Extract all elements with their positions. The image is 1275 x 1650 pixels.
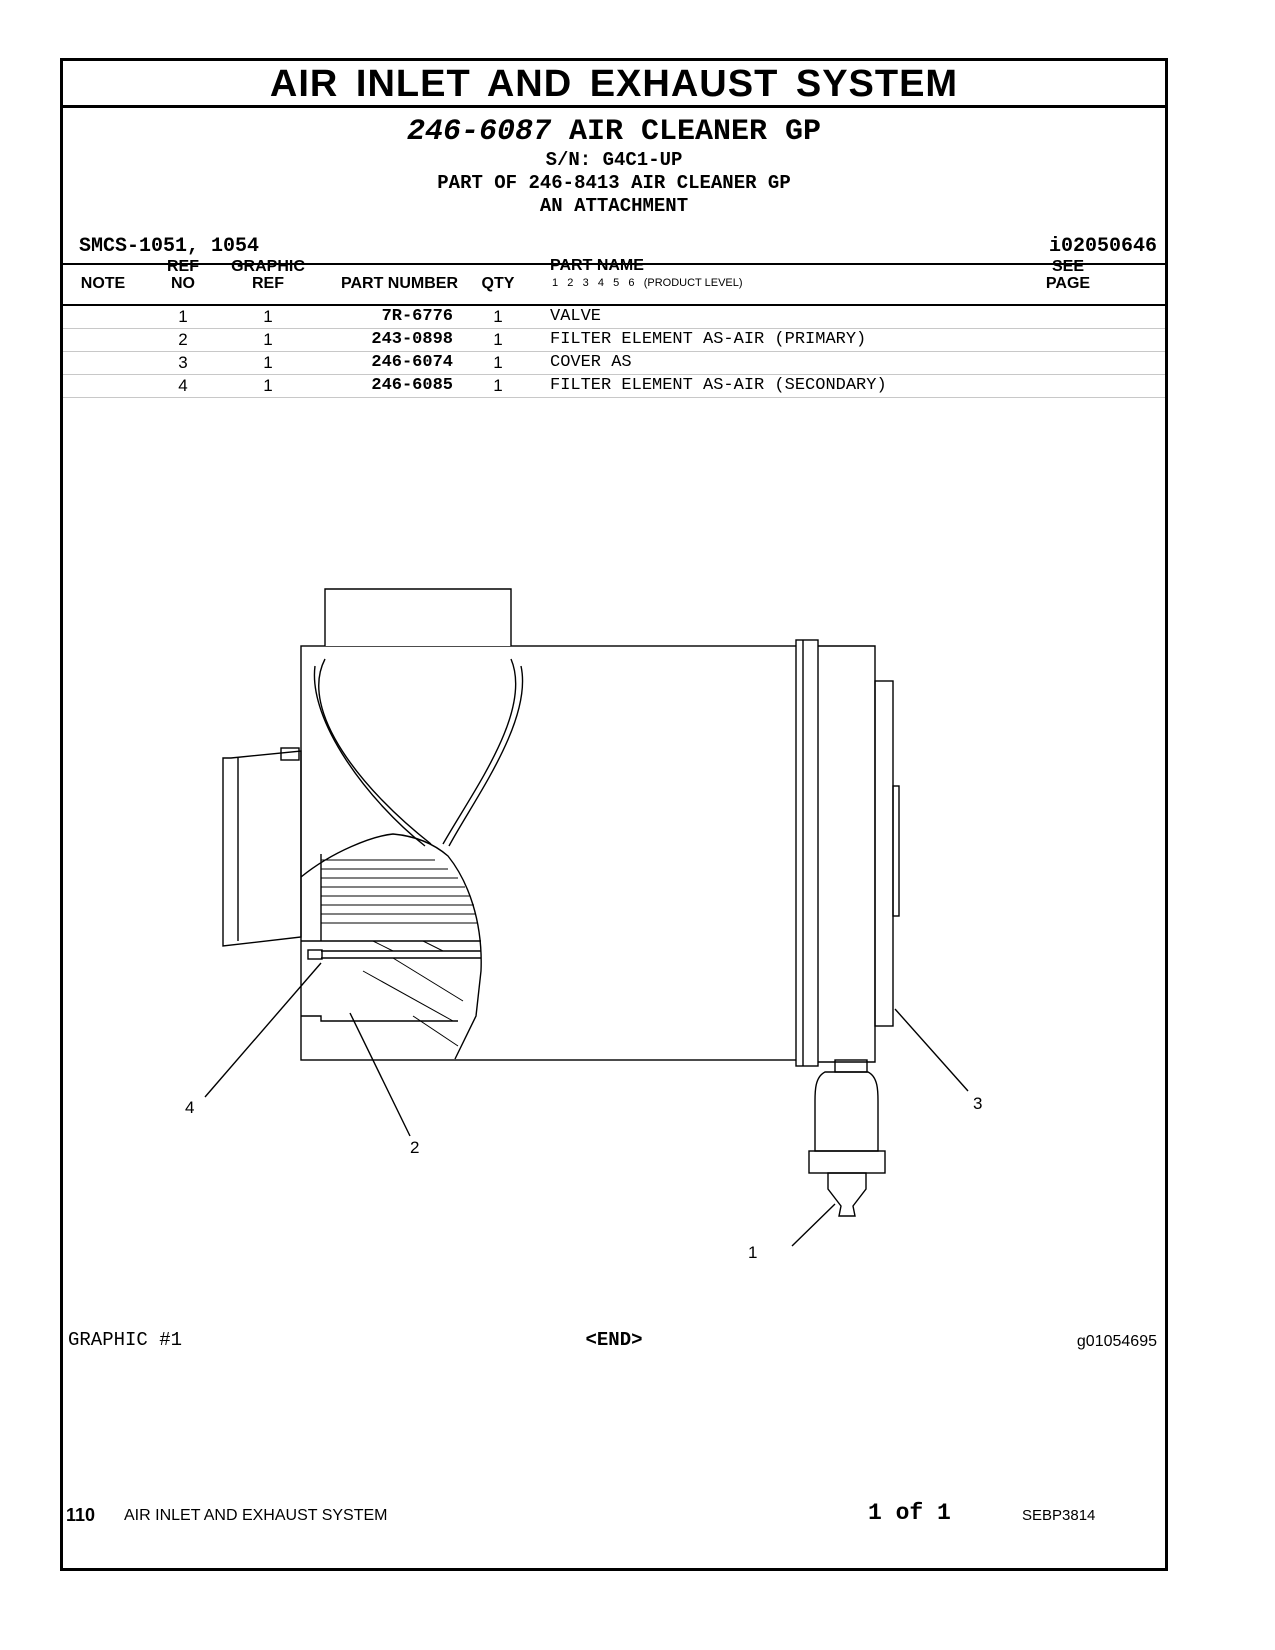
graphic-ref: 1 xyxy=(263,376,273,395)
end-marker: <END> xyxy=(585,1329,643,1351)
graphic-ref: 1 xyxy=(263,353,273,372)
housing-body xyxy=(301,646,803,1060)
illustration-ident: i02050646 xyxy=(1048,235,1157,258)
callout-2-leader xyxy=(350,1013,410,1136)
graphic-label: GRAPHIC #1 xyxy=(68,1329,183,1351)
part-name: VALVE xyxy=(550,307,602,326)
col-see-top: SEE xyxy=(1051,258,1084,275)
title-divider xyxy=(63,105,1165,108)
quantity: 1 xyxy=(493,353,503,372)
col-graphic-bottom: REF xyxy=(252,275,284,292)
part-number: 246-6085 xyxy=(371,376,453,395)
callout-4: 4 xyxy=(185,1098,195,1117)
part-number: 7R-6776 xyxy=(381,307,453,326)
part-name: FILTER ELEMENT AS-AIR (PRIMARY) xyxy=(550,330,867,349)
outlet-tube xyxy=(223,751,301,946)
seal-detail xyxy=(308,950,322,959)
cover-shell xyxy=(818,646,875,1062)
page-frame xyxy=(60,58,1168,1571)
part-of-line: PART OF 246-8413 AIR CLEANER GP xyxy=(437,172,791,194)
inlet-duct xyxy=(325,589,511,646)
secondary-filter-hatching xyxy=(363,941,463,1046)
graphic-id: g01054695 xyxy=(1076,1333,1157,1350)
cover-boss xyxy=(893,786,899,916)
group-name: AIR CLEANER GP xyxy=(569,115,822,149)
callout-1-leader xyxy=(792,1204,835,1246)
table-row xyxy=(63,329,1165,352)
part-number: 246-6074 xyxy=(371,353,453,372)
group-title xyxy=(63,115,1165,149)
cover-plate xyxy=(875,681,893,1026)
col-see-bottom: PAGE xyxy=(1045,275,1091,292)
col-ref-top: REF xyxy=(167,258,199,275)
valve-ring xyxy=(809,1151,885,1173)
valve-body xyxy=(815,1072,878,1151)
callout-1: 1 xyxy=(748,1243,758,1262)
col-note: NOTE xyxy=(80,275,126,292)
page-number: 110 xyxy=(66,1505,96,1525)
primary-filter-pleats xyxy=(321,860,477,923)
group-number: 246-6087 xyxy=(406,115,551,149)
inlet-transition xyxy=(319,659,516,844)
page-count: 1 of 1 xyxy=(868,1500,951,1526)
ref-no: 4 xyxy=(178,376,188,395)
col-part-name: PART NAME xyxy=(550,257,644,274)
table-row xyxy=(63,352,1165,375)
quantity: 1 xyxy=(493,330,503,349)
part-name: COVER AS xyxy=(550,353,632,372)
ref-no: 1 xyxy=(178,307,188,326)
outlet-clamp xyxy=(281,748,299,760)
document-number: SEBP3814 xyxy=(1022,1507,1096,1524)
col-part-number: PART NUMBER xyxy=(340,275,458,292)
graphic-ref: 1 xyxy=(263,330,273,349)
valve-tip xyxy=(828,1173,866,1216)
col-graphic-top: GRAPHIC xyxy=(231,258,305,275)
col-ref-bottom: NO xyxy=(171,275,195,292)
col-qty: QTY xyxy=(481,275,515,292)
part-name: FILTER ELEMENT AS-AIR (SECONDARY) xyxy=(550,376,887,395)
element-base xyxy=(301,1016,458,1021)
callout-3-leader xyxy=(895,1009,968,1091)
attachment-line: AN ATTACHMENT xyxy=(539,195,689,217)
ref-no: 2 xyxy=(178,330,188,349)
cutaway-outline xyxy=(301,834,481,1059)
quantity: 1 xyxy=(493,307,503,326)
ref-no: 3 xyxy=(178,353,188,372)
table-row xyxy=(63,375,1165,398)
section-title: AIR INLET AND EXHAUST SYSTEM xyxy=(269,63,959,105)
smcs-codes: SMCS-1051, 1054 xyxy=(79,235,260,258)
quantity: 1 xyxy=(493,376,503,395)
col-product-levels: 1 2 3 4 5 6 (PRODUCT LEVEL) xyxy=(552,277,743,289)
callout-3: 3 xyxy=(973,1094,983,1113)
callout-4-leader xyxy=(205,963,321,1097)
table-row xyxy=(63,306,1165,329)
part-number: 243-0898 xyxy=(371,330,453,349)
footer-section-title: AIR INLET AND EXHAUST SYSTEM xyxy=(124,1507,388,1524)
callout-2: 2 xyxy=(410,1138,420,1157)
serial-number: S/N: G4C1-UP xyxy=(545,149,683,171)
graphic-ref: 1 xyxy=(263,307,273,326)
air-cleaner-illustration xyxy=(63,501,1165,1401)
housing-band xyxy=(796,640,818,1066)
